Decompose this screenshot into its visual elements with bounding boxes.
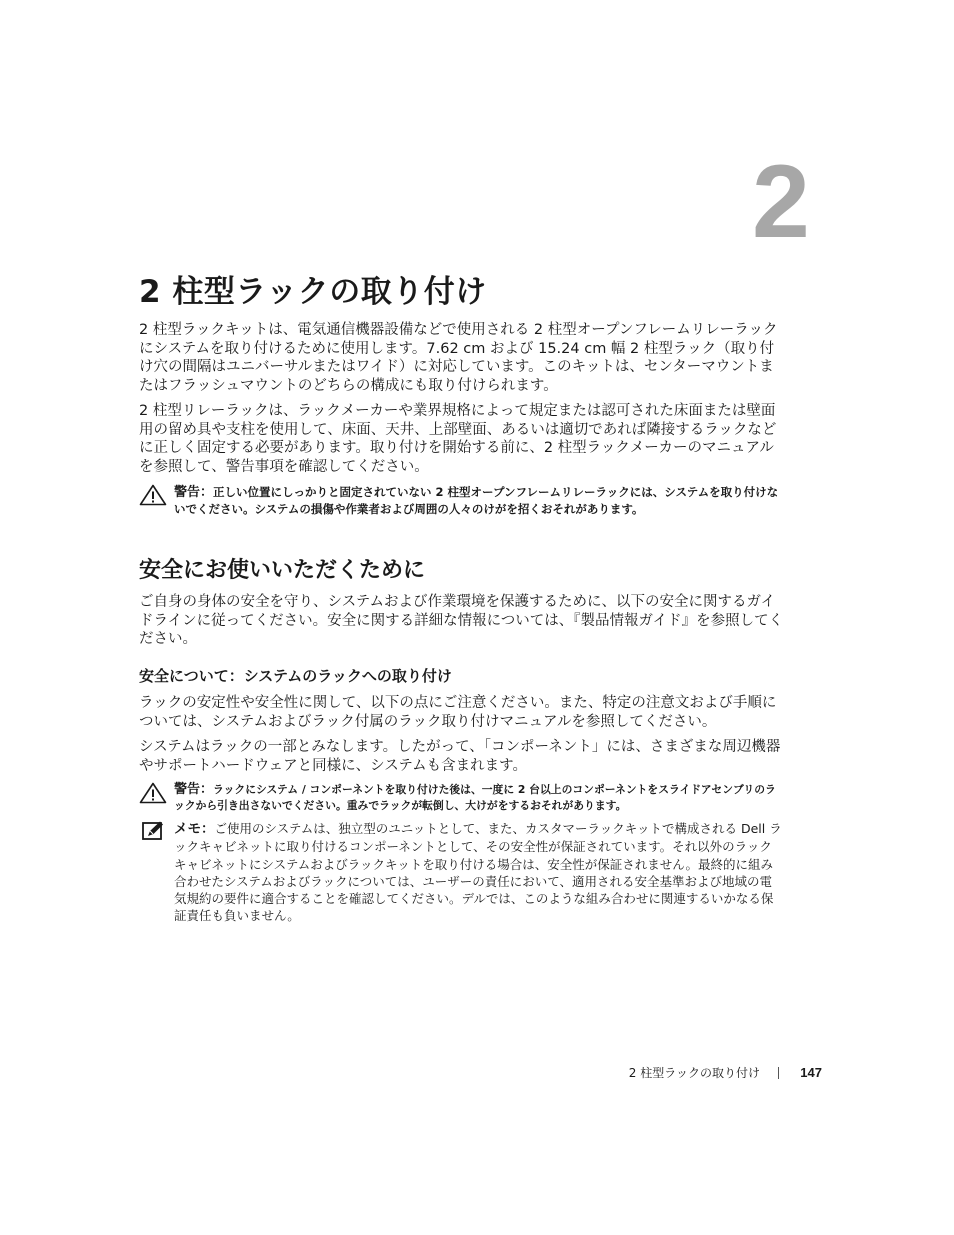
- warning-block-2: [139, 782, 784, 814]
- page-title: 2 柱型ラックの取り付け: [139, 274, 487, 310]
- page-number: 147: [800, 1065, 822, 1080]
- intro-paragraph-2: 2 柱型リレーラックは、ラックメーカーや業界規格によって規定または認可された床面または壁面用の留め具や支柱を使用して、床面、天井、上部壁面、あるいは適切であれば隣接するラックなどに正しく固定する必要があります。取り付けを開始する前に、2 柱型ラックメーカーのマニュアルを参照して、警告事項を確認してください。: [139, 403, 777, 475]
- warning-block-1: [139, 484, 784, 518]
- note-body: ご使用のシステムは、独立型のユニットとして、また、カスタマーラックキットで構成される Dell ラックキャビネットに取り付けるコンポーネントとして、その安全性が保証されています。それ以外のラックキャビネットにシステムおよびラックキットを取り付ける場合は、安全性が保証されません。最終的に組み合わせたシステムおよびラックについては、ユーザーの責任において、適用される安全基準および地域の電気規約の要件に適合することを確認してください。デルでは、このような組み合わせに関連するいかなる保証責任も負いません。: [174, 821, 782, 924]
- page-footer: [560, 1063, 822, 1083]
- warning-label: 警告：: [174, 782, 214, 797]
- note-text: [174, 820, 784, 925]
- footer-title: 2 柱型ラックの取り付け: [628, 1066, 760, 1080]
- warning-text: [174, 484, 784, 518]
- intro-paragraph-1: 2 柱型ラックキットは、電気通信機器設備などで使用される 2 柱型オープンフレームリレーラックにシステムを取り付けるために使用します。7.62 cm および 15.24 cm 幅 2 柱型ラック（取り付け穴の間隔はユニバーサルまたはワイド）に対応しています。このキットは、センターマウントまたはフラッシュマウントのどちらの構成にも取り付けられます。: [139, 322, 778, 394]
- footer-divider: [778, 1067, 779, 1079]
- warning-label: 警告：: [174, 485, 214, 500]
- section-paragraph: ご自身の身体の安全を守り、システムおよび作業環境を保護するために、以下の安全に関するガイドラインに従ってください。安全に関する詳細な情報については、『製品情報ガイド』を参照してください。: [139, 594, 784, 647]
- note-label: メモ：: [174, 821, 215, 837]
- warning-body: 正しい位置にしっかりと固定されていない 2 柱型オープンフレームリレーラックには、システムを取り付けないでください。システムの損傷や作業者および周囲の人々のけがを招くおそれがあります。: [174, 485, 779, 516]
- warning-body: ラックにシステム / コンポーネントを取り付けた後は、一度に 2 台以上のコンポーネントをスライドアセンブリのラックから引き出さないでください。重みでラックが転倒し、大けがをするおそれがあります。: [174, 783, 776, 812]
- subsection-heading: 安全について：システムのラックへの取り付け: [139, 667, 452, 685]
- note-block: [139, 820, 784, 925]
- warning-triangle-icon: [139, 484, 167, 506]
- section-heading: 安全にお使いいただくために: [139, 558, 426, 583]
- subsection-paragraph-2: システムはラックの一部とみなします。したがって、「コンポーネント」には、さまざまな周辺機器やサポートハードウェアと同様に、システムも含まれます。: [139, 739, 781, 774]
- warning-text: [174, 782, 784, 814]
- note-pencil-icon: [139, 820, 167, 842]
- subsection-paragraph-1: ラックの安定性や安全性に関して、以下の点にご注意ください。また、特定の注意文および手順については、システムおよびラック付属のラック取り付けマニュアルを参照してください。: [139, 695, 777, 730]
- warning-triangle-icon: [139, 782, 167, 804]
- chapter-number: 2: [752, 144, 810, 260]
